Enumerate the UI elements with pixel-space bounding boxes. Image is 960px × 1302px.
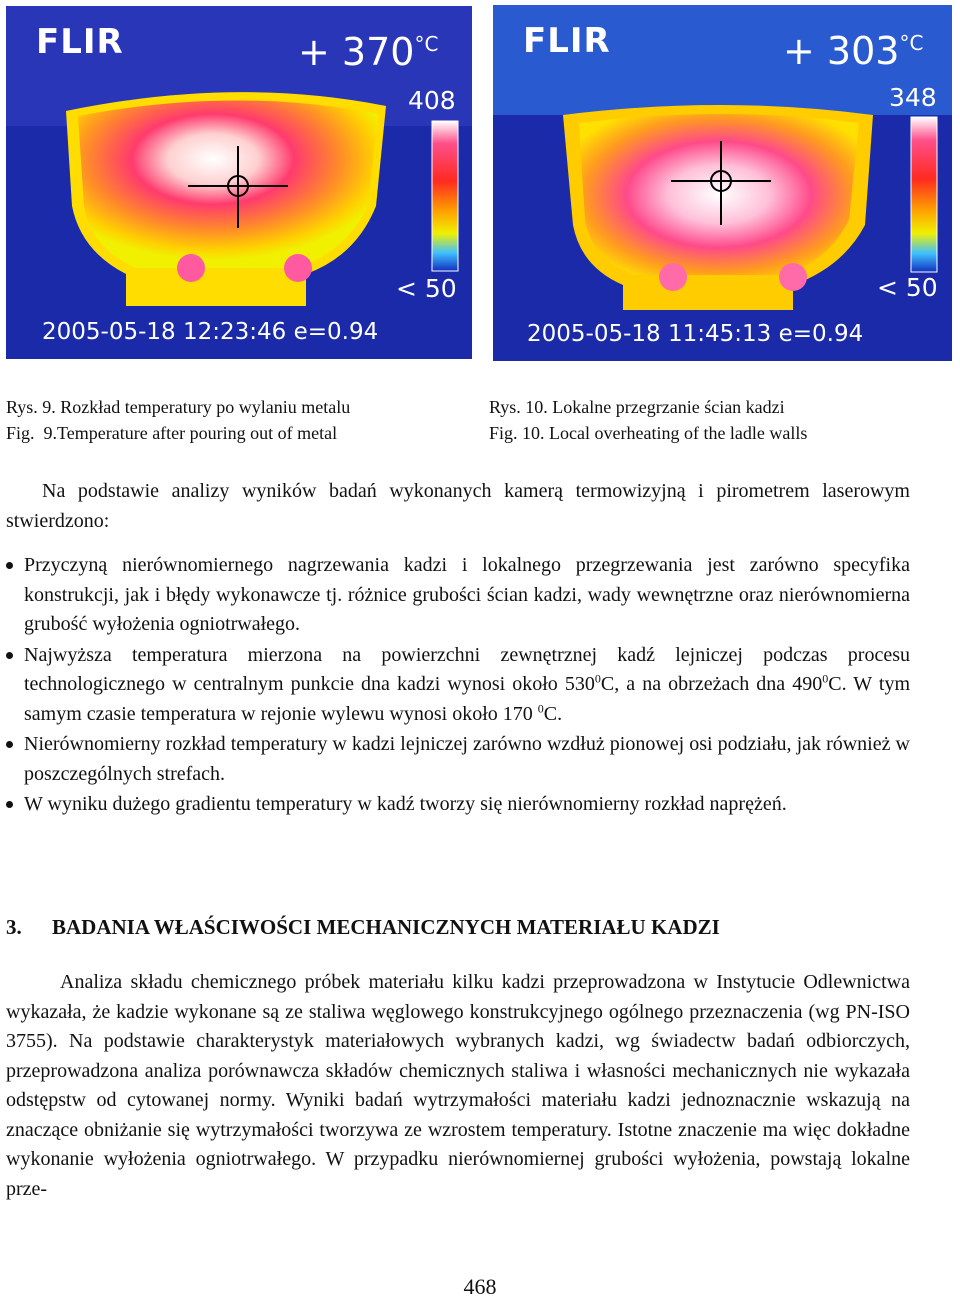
spot-value: 370 [341, 30, 415, 74]
timestamp-label: 2005-05-18 11:45:13 e=0.94 [527, 321, 864, 347]
superscript: 0 [594, 671, 601, 686]
caption-english: Fig. 9.Temperature after pouring out of metal [6, 423, 338, 443]
unit-label: °C [899, 31, 924, 55]
list-item-text: Przyczyną nierównomiernego nagrzewania kadzi i lokalnego przegrzewania jest zarówno specyfika konstrukcji, jak i błędy wykonawcze tj. różnice grubości ścian kadzi, wady wewnętrzne oraz nierównomierna grubość wyłożenia ogniotrwałego. [24, 554, 910, 635]
scale-max-label: 348 [889, 83, 937, 112]
page-number: 468 [463, 1274, 497, 1299]
timestamp-label: 2005-05-18 12:23:46 e=0.94 [42, 319, 379, 345]
thermal-image-right [493, 5, 952, 361]
list-item [6, 790, 910, 820]
caption-polish: Rys. 10. Lokalne przegrzanie ścian kadzi [489, 397, 785, 417]
bullet-icon [6, 801, 13, 808]
spot-temperature-readout: + $303^{^\circ C}$ [783, 29, 924, 73]
thermal-image-left [6, 6, 472, 359]
section-heading [6, 915, 720, 940]
scale-max-label: 408 [408, 86, 456, 115]
flir-logo: FLIR [36, 22, 124, 62]
figure-caption-left [6, 394, 350, 446]
superscript: 0 [822, 671, 829, 686]
bullet-icon [6, 741, 13, 748]
bullet-icon [6, 652, 13, 659]
scale-min-label: < 50 [396, 274, 457, 303]
bullet-icon [6, 562, 13, 569]
list-item-text: Najwyższa temperatura mierzona na powierzchni zewnętrznej kadź lejniczej podczas procesu technologicznego w centralnym punkcie dna kadzi wynosi około 530 [24, 643, 910, 695]
spot-value: 303 [826, 29, 900, 73]
superscript: 0 [537, 700, 544, 715]
list-item-text: C, a na obrzeżach dna 490 [600, 673, 823, 695]
list-item-text: W wyniku dużego gradientu temperatury w kadź tworzy się nierównomierny rozkład naprężeń. [24, 793, 787, 815]
scale-min-label: < 50 [877, 273, 938, 302]
list-item [6, 641, 910, 730]
section-title: BADANIA WŁAŚCIWOŚCI MECHANICZNYCH MATERIAŁU KADZI [52, 915, 720, 939]
findings-list [6, 551, 910, 821]
figure-caption-right [489, 394, 807, 446]
caption-polish: Rys. 9. Rozkład temperatury po wylaniu metalu [6, 397, 351, 417]
list-item [6, 730, 910, 789]
list-item [6, 551, 910, 640]
list-item-text: Nierównomierny rozkład temperatury w kadzi lejniczej zarówno wzdłuż pionowej osi podziału, jak również w poszczególnych strefach. [24, 733, 910, 785]
flir-logo: FLIR [523, 21, 611, 61]
list-item-text: C. [543, 702, 563, 725]
list-item-text: C. W tym samym czasie temperatura w rejonie wylewu wynosi około 170 [24, 673, 911, 725]
spot-temperature-readout: + $370^{^\circ C}$ [298, 30, 439, 74]
intro-paragraph: Na podstawie analizy wyników badań wykonanych kamerą termowizyjną i pirometrem laserowym stwierdzono: [6, 480, 910, 532]
caption-english: Fig. 10. Local overheating of the ladle walls [489, 423, 808, 443]
unit-label: °C [414, 32, 439, 56]
section-number: 3. [6, 915, 22, 939]
section-paragraph: Analiza składu chemicznego próbek materiału kilku kadzi przeprowadzona w Instytucie Odlewnictwa wykazała, że kadzie wykonane są ze staliwa węglowego konstrukcyjnego ogólnego przeznaczenia (wg PN-ISO 3755). Na podstawie charakterystyk materiałowych wybranych kadzi, wg świadectw badań odbiorczych, przeprowadzona analiza porównawcza składów chemicznych staliwa i własności mechanicznych nie wykazała odstępstw od cytowanej normy. Wyniki badań wytrzymałości materiału kadzi jednoznacznie wskazują na znaczące obniżanie się wytrzymałości tworzywa ze wzrostem temperatury. Istotne znaczenie ma więc dokładne wykonanie wyłożenia ogniotrwałego. W przypadku nierównomiernej grubości wyłożenia, powstają lokalne prze- [6, 971, 910, 1200]
